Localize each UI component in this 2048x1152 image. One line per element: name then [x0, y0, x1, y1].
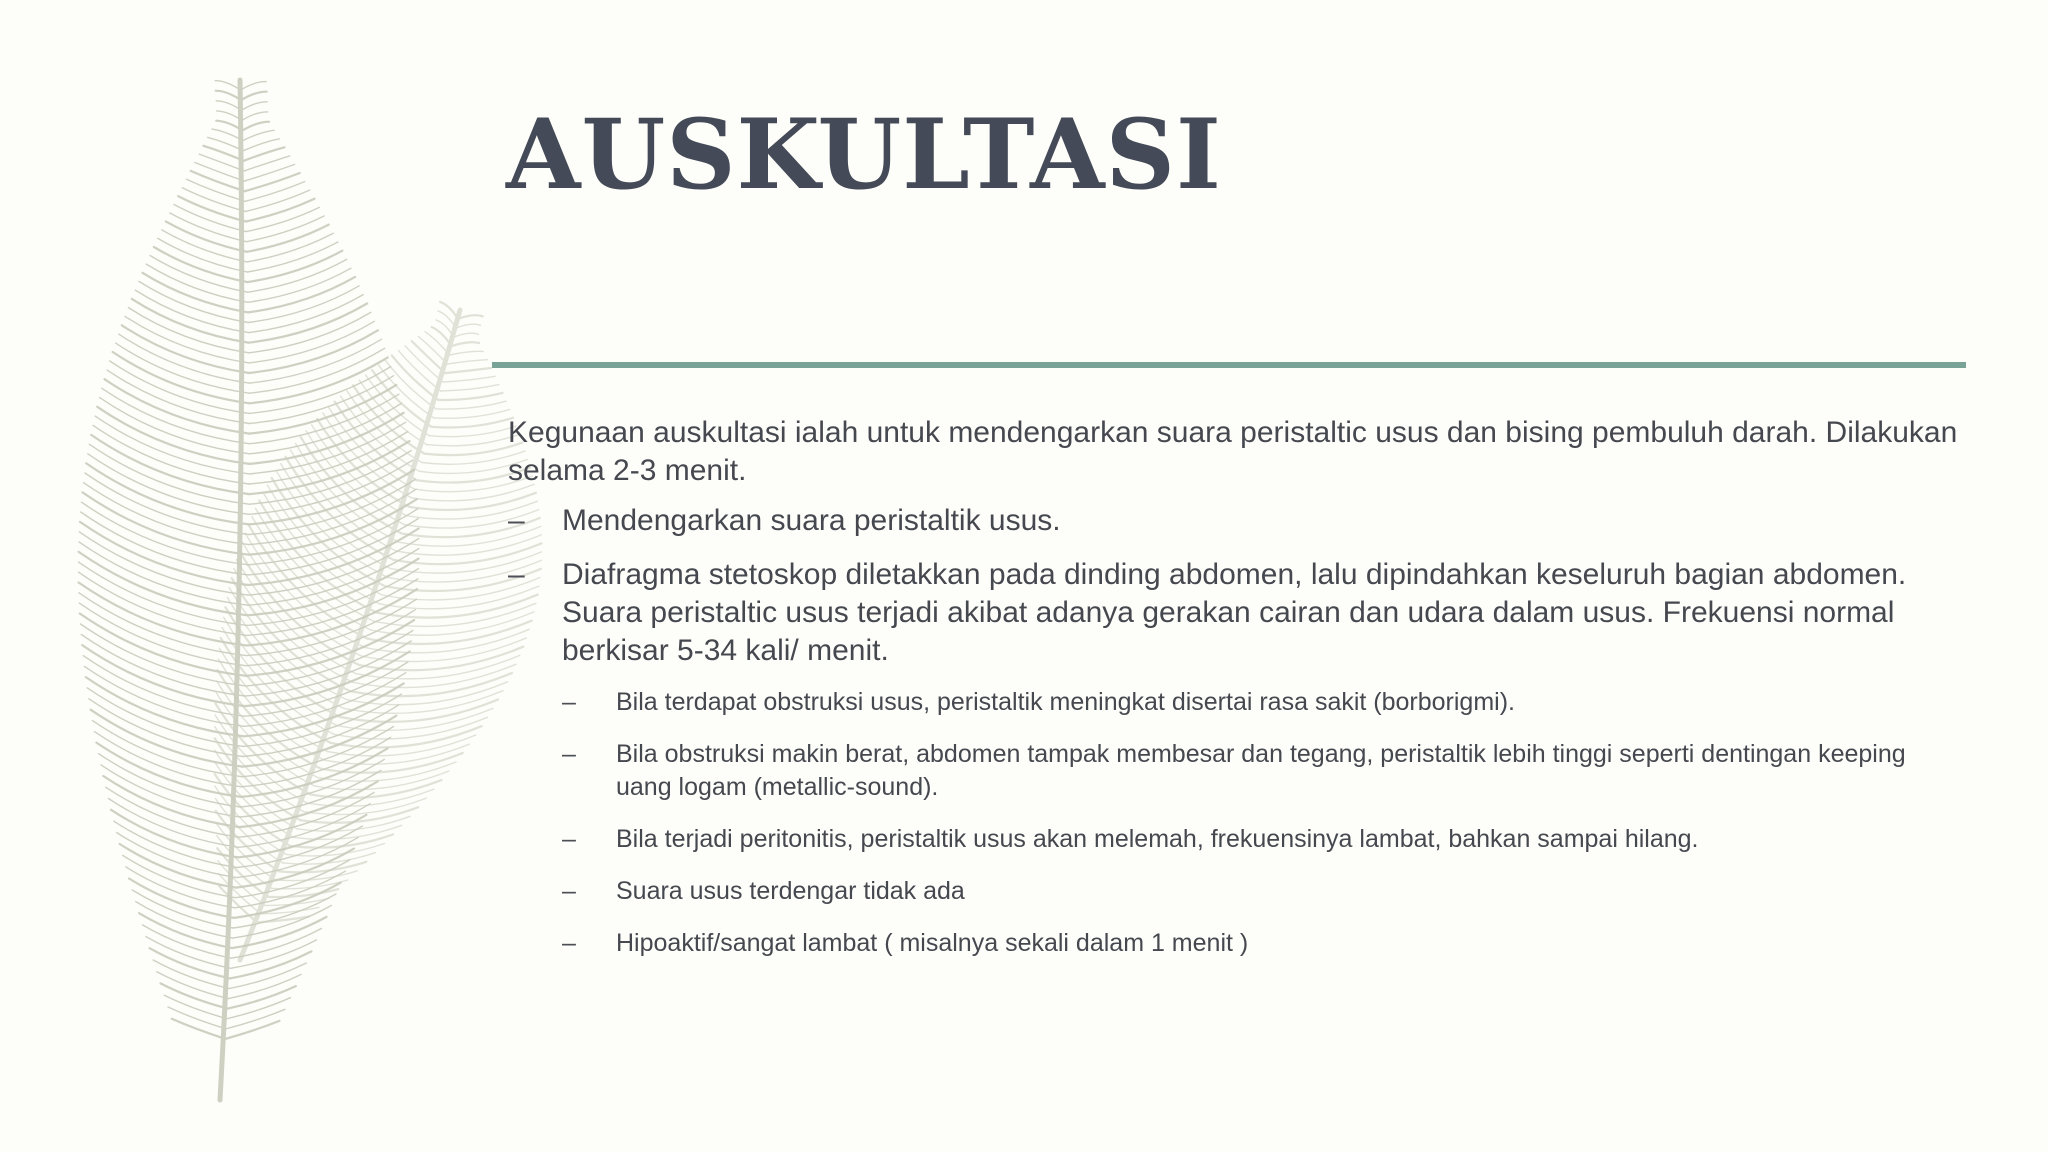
list-item-text: Suara usus terdengar tidak ada — [616, 877, 965, 905]
list-item — [562, 823, 1968, 856]
bullet-dash: – — [562, 688, 576, 716]
list-item-text: Mendengarkan suara peristaltik usus. — [562, 504, 1061, 537]
intro-paragraph: Kegunaan auskultasi ialah untuk mendengarkan suara peristaltic usus dan bising pembuluh darah. Dilakukan selama 2-3 menit. — [508, 416, 1958, 487]
bullet-dash: – — [562, 740, 576, 768]
bullet-list-level-1 — [508, 502, 1968, 670]
list-item — [562, 738, 1968, 804]
list-item — [562, 927, 1968, 960]
slide-title: AUSKULTASI — [506, 98, 1222, 211]
bullet-list-level-2 — [562, 686, 1968, 960]
slide-content — [508, 414, 1968, 979]
list-item-text: Bila terjadi peritonitis, peristaltik usus akan melemah, frekuensinya lambat, bahkan sampai hilang. — [616, 825, 1699, 853]
list-item-text: Hipoaktif/sangat lambat ( misalnya sekali dalam 1 menit ) — [616, 929, 1249, 957]
list-item — [562, 875, 1968, 908]
list-item-text: Bila terdapat obstruksi usus, peristaltik meningkat disertai rasa sakit (borborigmi). — [616, 688, 1515, 716]
list-item — [562, 686, 1968, 719]
list-item — [508, 556, 1968, 670]
list-item-text: Bila obstruksi makin berat, abdomen tampak membesar dan tegang, peristaltik lebih tinggi seperti dentingan keeping uang logam (metallic-sound). — [616, 740, 1906, 801]
bullet-dash: – — [562, 825, 576, 853]
bullet-dash: – — [562, 929, 576, 957]
bullet-dash: – — [508, 558, 525, 591]
title-divider — [492, 362, 1966, 368]
bullet-dash: – — [562, 877, 576, 905]
list-item-text: Diafragma stetoskop diletakkan pada dinding abdomen, lalu dipindahkan keseluruh bagian abdomen. Suara peristaltic usus terjadi akibat adanya gerakan cairan dan udara dalam usus. Frekuensi normal berkisar 5-34 kali/ menit. — [562, 558, 1907, 667]
bullet-dash: – — [508, 504, 525, 537]
list-item — [508, 502, 1968, 540]
